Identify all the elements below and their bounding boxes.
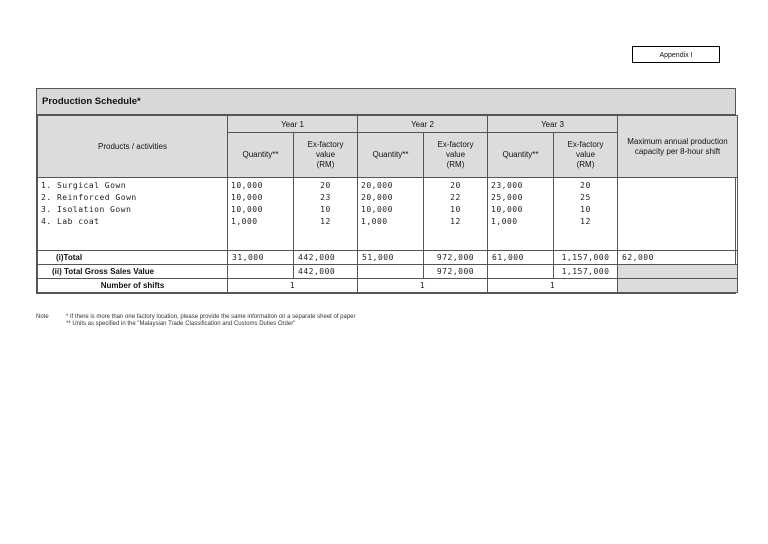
price-value: 20 <box>580 181 591 190</box>
y3-quantity-cell <box>488 178 554 251</box>
gross-max-shaded <box>618 265 738 279</box>
y3-total-value: 1,157,000 <box>554 251 618 265</box>
header-products: Products / activities <box>38 116 228 178</box>
header-value-y3: Ex-factory value (RM) <box>554 133 618 178</box>
price-value: 22 <box>450 193 461 202</box>
price-value: 20 <box>450 181 461 190</box>
quantity-value: 20,000 <box>361 193 393 202</box>
header-year-1: Year 1 <box>228 116 358 133</box>
header-year-2: Year 2 <box>358 116 488 133</box>
note-line-2: ** Units as specified in the "Malaysian Trade Classification and Customs Duties Order" <box>66 321 296 327</box>
quantity-value: 1,000 <box>361 217 388 226</box>
price-value: 12 <box>580 217 591 226</box>
products-cell <box>38 178 228 251</box>
price-value: 25 <box>580 193 591 202</box>
production-schedule-form <box>36 88 736 294</box>
note-label: Note <box>36 314 49 320</box>
note-line-1: * If there is more than one factory location, please provide the same information on a separate sheet of paper <box>66 314 356 320</box>
gross-sales-row <box>38 265 738 279</box>
y3-total-quantity: 61,000 <box>488 251 554 265</box>
price-value: 10 <box>580 205 591 214</box>
y3-shifts: 1 <box>488 279 618 293</box>
production-table <box>37 115 738 293</box>
total-label: (i)Total <box>38 251 228 265</box>
header-quantity-y3: Quantity** <box>488 133 554 178</box>
price-value: 10 <box>450 205 461 214</box>
quantity-value: 1,000 <box>231 217 258 226</box>
quantity-value: 10,000 <box>231 205 263 214</box>
product-item: 1. Surgical Gown <box>41 181 127 190</box>
quantity-value: 25,000 <box>491 193 523 202</box>
y1-total-value: 442,000 <box>294 251 358 265</box>
y2-value-cell <box>424 178 488 251</box>
y2-total-quantity: 51,000 <box>358 251 424 265</box>
header-value-y2: Ex-factory value (RM) <box>424 133 488 178</box>
price-value: 12 <box>320 217 331 226</box>
y3-value-cell <box>554 178 618 251</box>
y3-gross-sales: 1,157,000 <box>554 265 618 279</box>
max-capacity-empty-cell <box>618 178 738 251</box>
y1-total-quantity: 31,000 <box>228 251 294 265</box>
price-value: 12 <box>450 217 461 226</box>
header-quantity-y2: Quantity** <box>358 133 424 178</box>
quantity-value: 10,000 <box>491 205 523 214</box>
y2-gross-sales: 972,000 <box>424 265 488 279</box>
quantity-value: 1,000 <box>491 217 518 226</box>
quantity-value: 10,000 <box>231 193 263 202</box>
y3-gross-quantity-empty <box>488 265 554 279</box>
shifts-label: Number of shifts <box>38 279 228 293</box>
product-item: 4. Lab coat <box>41 217 100 226</box>
footnote <box>36 314 356 328</box>
y2-gross-quantity-empty <box>358 265 424 279</box>
header-year-3: Year 3 <box>488 116 618 133</box>
shifts-row <box>38 279 738 293</box>
quantity-value: 10,000 <box>361 205 393 214</box>
max-capacity-value: 62,000 <box>618 251 738 265</box>
products-row <box>38 178 738 251</box>
quantity-value: 23,000 <box>491 181 523 190</box>
price-value: 10 <box>320 205 331 214</box>
y2-quantity-cell <box>358 178 424 251</box>
shifts-max-shaded <box>618 279 738 293</box>
header-value-y1: Ex-factory value (RM) <box>294 133 358 178</box>
quantity-value: 20,000 <box>361 181 393 190</box>
product-item: 2. Reinforced Gown <box>41 193 137 202</box>
price-value: 23 <box>320 193 331 202</box>
y1-shifts: 1 <box>228 279 358 293</box>
y2-shifts: 1 <box>358 279 488 293</box>
header-max-capacity: Maximum annual production capacity per 8-hour shift <box>618 116 738 178</box>
quantity-value: 10,000 <box>231 181 263 190</box>
y2-total-value: 972,000 <box>424 251 488 265</box>
product-item: 3. Isolation Gown <box>41 205 132 214</box>
y1-value-cell <box>294 178 358 251</box>
header-quantity-y1: Quantity** <box>228 133 294 178</box>
y1-quantity-cell <box>228 178 294 251</box>
y1-gross-quantity-empty <box>228 265 294 279</box>
price-value: 20 <box>320 181 331 190</box>
gross-sales-label: (ii) Total Gross Sales Value <box>38 265 228 279</box>
appendix-label: Appendix I <box>632 46 720 63</box>
form-title: Production Schedule* <box>37 89 735 115</box>
total-row <box>38 251 738 265</box>
y1-gross-sales: 442,000 <box>294 265 358 279</box>
